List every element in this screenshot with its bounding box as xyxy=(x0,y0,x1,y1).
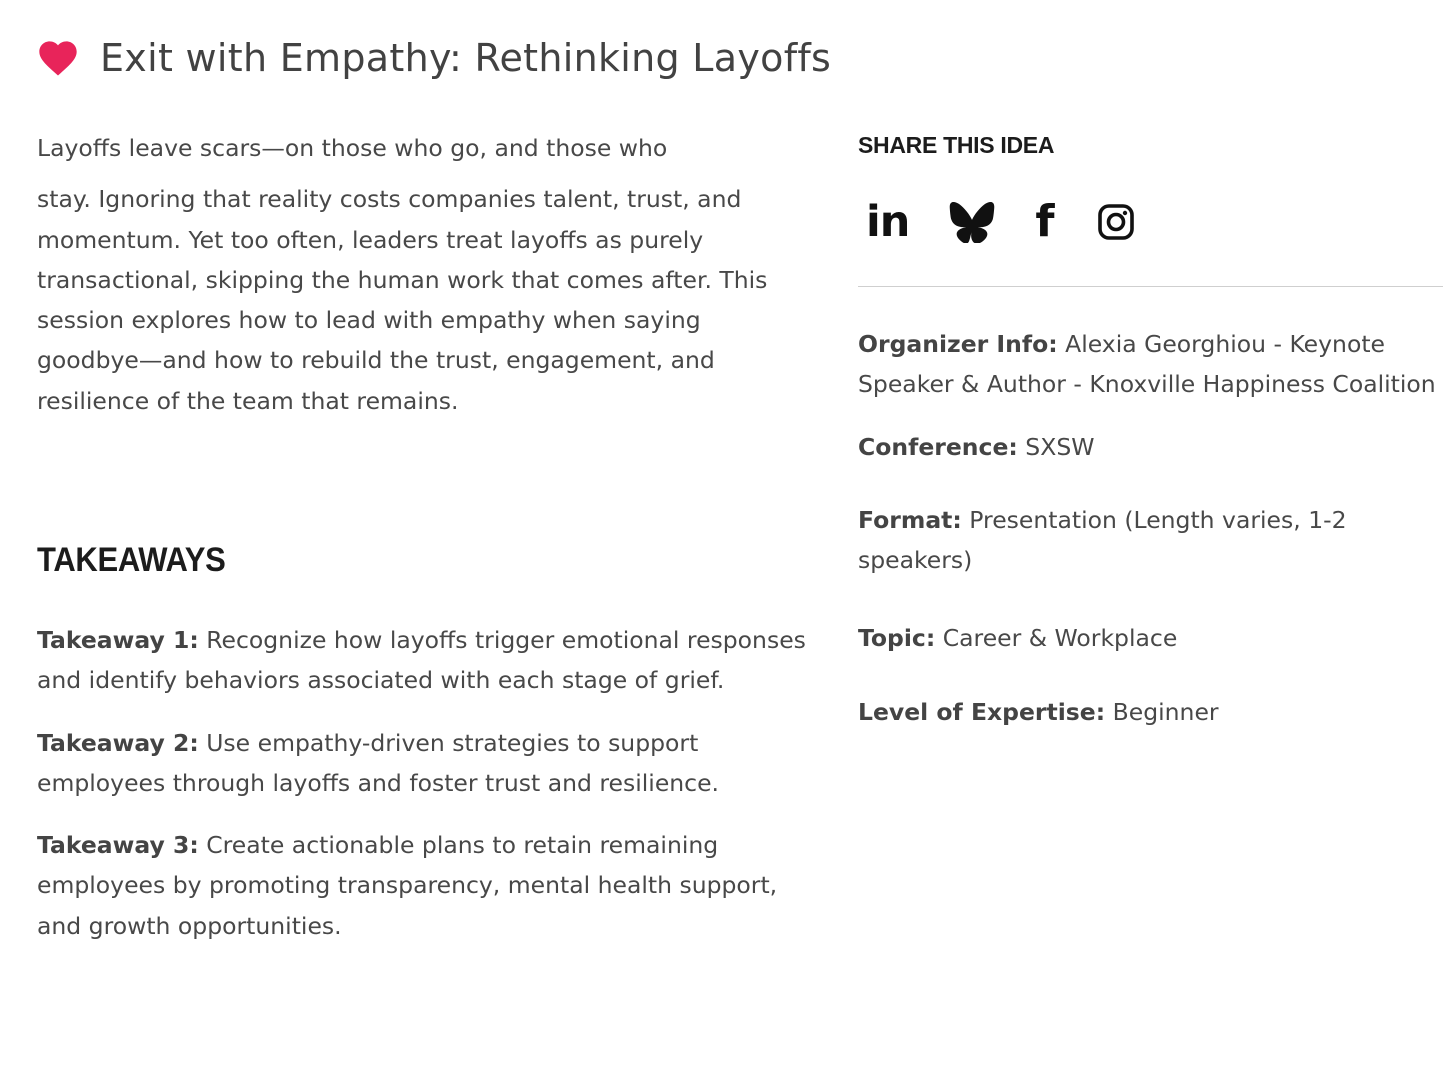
description-body: stay. Ignoring that reality costs companies talent, trust, and momentum. Yet too often, leaders treat layoffs as purely transactional, skipping the human work that comes after. This session explores how to lead with empathy when saying goodbye—and how to rebuild the trust, engagement, and resilience of the team that remains. xyxy=(37,185,768,415)
takeaways-list xyxy=(37,620,807,968)
divider xyxy=(858,286,1443,287)
conference-value: SXSW xyxy=(1025,432,1095,461)
facebook-icon[interactable]: f xyxy=(1035,196,1055,247)
topic-info xyxy=(858,618,1443,658)
takeaway-text: Create actionable plans to retain remaining employees by promoting transparency, mental health support, and growth opportunities. xyxy=(37,831,778,940)
linkedin-icon[interactable]: in xyxy=(866,196,910,247)
takeaway-label: Takeaway 1: xyxy=(37,626,199,654)
takeaways-heading: TAKEAWAYS xyxy=(37,540,226,579)
takeaway-label: Takeaway 3: xyxy=(37,831,199,860)
takeaway-item xyxy=(37,825,807,946)
page-title: Exit with Empathy: Rethinking Layoffs xyxy=(100,36,832,80)
topic-value: Career & Workplace xyxy=(942,624,1178,653)
description xyxy=(37,128,807,421)
social-share-row xyxy=(866,196,1135,247)
title-row xyxy=(38,36,831,80)
level-value: Beginner xyxy=(1112,697,1219,726)
format-value: Presentation (Length varies, 1-2 speakers) xyxy=(858,505,1347,575)
format-info xyxy=(858,500,1443,581)
takeaway-label: Takeaway 2: xyxy=(37,728,199,757)
instagram-icon[interactable] xyxy=(1097,203,1135,241)
organizer-info xyxy=(858,324,1443,405)
description-first-line: Layoffs leave scars—on those who go, and those who xyxy=(37,134,668,162)
session-info xyxy=(858,324,1443,732)
takeaway-text: Use empathy-driven strategies to support employees through layoffs and foster trust and resilience. xyxy=(37,728,720,797)
conference-label: Conference: xyxy=(858,432,1018,461)
takeaway-text: Recognize how layoffs trigger emotional responses and identify behaviors associated with each stage of grief. xyxy=(37,626,806,695)
share-heading: SHARE THIS IDEA xyxy=(858,132,1055,158)
description-section xyxy=(37,128,807,421)
organizer-value: Alexia Georghiou - Keynote Speaker & Author - Knoxville Happiness Coalition xyxy=(858,330,1436,399)
topic-label: Topic: xyxy=(858,624,936,653)
level-info xyxy=(858,692,1443,732)
organizer-label: Organizer Info: xyxy=(858,330,1058,358)
takeaway-item xyxy=(37,723,807,804)
heart-icon[interactable] xyxy=(38,38,78,78)
sidebar xyxy=(858,132,1443,726)
level-label: Level of Expertise: xyxy=(858,697,1106,726)
conference-info xyxy=(858,427,1443,467)
format-label: Format: xyxy=(858,505,962,534)
takeaway-item xyxy=(37,620,807,701)
bluesky-icon[interactable] xyxy=(949,201,995,243)
